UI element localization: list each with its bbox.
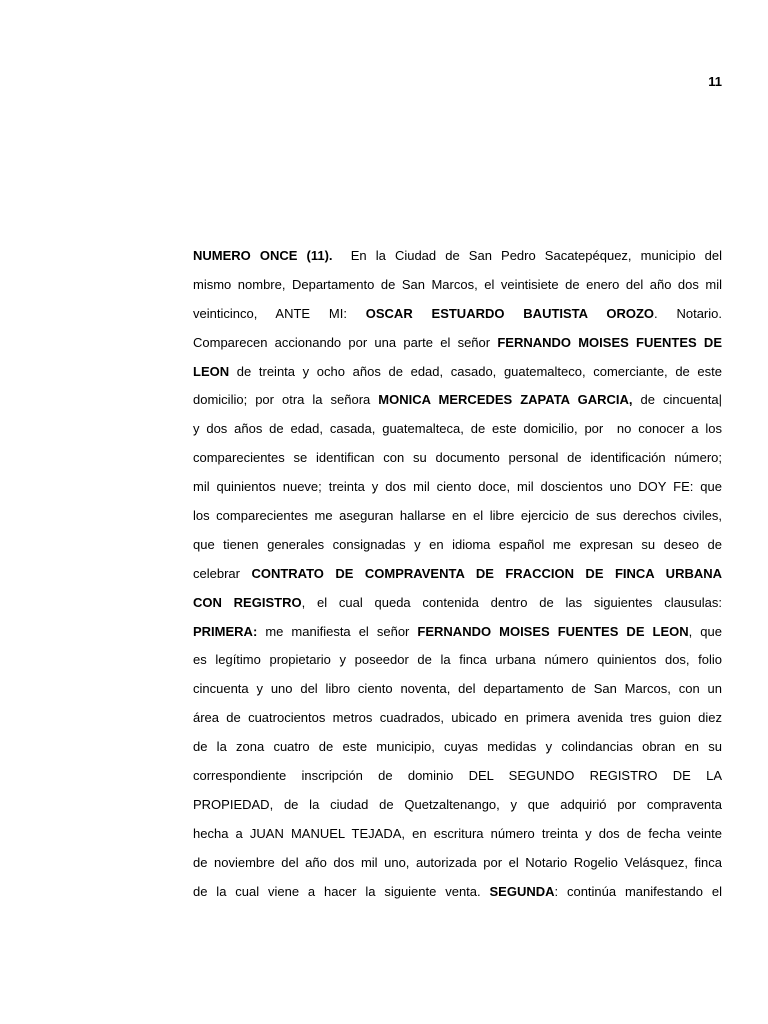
- deed-number-heading: NUMERO ONCE (11).: [193, 248, 333, 263]
- text-line: correspondiente inscripción de dominio DEL SEGUNDO REGISTRO DE LA: [193, 768, 722, 784]
- party-name: LEON: [193, 363, 230, 379]
- text-line: de noviembre del año dos mil uno, autorizada por el Notario Rogelio Velásquez, finca: [193, 854, 722, 870]
- text-line: domicilio; por otra la señora MONICA MERCEDES ZAPATA GARCIA, de cincuenta|: [193, 392, 722, 408]
- text-line: de la cual viene a hacer la siguiente venta. SEGUNDA: continúa manifestando el: [193, 883, 722, 899]
- text-line: Comparecen accionando por una parte el señor FERNANDO MOISES FUENTES DE: [193, 334, 722, 350]
- text-line: PRIMERA: me manifiesta el señor FERNANDO MOISES FUENTES DE LEON, que: [193, 623, 722, 639]
- text-line: los comparecientes me aseguran hallarse en el libre ejercicio de sus derechos civiles,: [193, 508, 722, 524]
- deed-text: [193, 242, 722, 906]
- text-line: de la zona cuatro de este municipio, cuyas medidas y colindancias obran en su: [193, 739, 722, 755]
- contract-title: CON REGISTRO: [193, 594, 302, 610]
- party-name: MONICA MERCEDES ZAPATA GARCIA,: [378, 392, 633, 408]
- text-line: comparecientes se identifican con su documento personal de identificación número;: [193, 450, 722, 466]
- clause-heading: SEGUNDA: [489, 883, 555, 899]
- text-line: celebrar CONTRATO DE COMPRAVENTA DE FRACCION DE FINCA URBANA: [193, 565, 723, 581]
- text-line: cincuenta y uno del libro ciento noventa, del departamento de San Marcos, con un: [193, 681, 722, 697]
- text-line: hecha a JUAN MANUEL TEJADA, en escritura número treinta y dos de fecha veinte: [193, 825, 722, 841]
- text-line: que tienen generales consignadas y en idioma español me expresan su deseo de: [193, 536, 722, 552]
- text-line: área de cuatrocientos metros cuadrados, ubicado en primera avenida tres guion diez: [193, 710, 722, 726]
- text-line: es legítimo propietario y poseedor de la finca urbana número quinientos dos, folio: [193, 652, 722, 668]
- text-line: mil quinientos nueve; treinta y dos mil ciento doce, mil doscientos uno DOY FE: que: [193, 479, 722, 495]
- notary-name: OSCAR ESTUARDO BAUTISTA OROZO: [365, 305, 655, 321]
- text-line: LEON de treinta y ocho años de edad, casado, guatemalteco, comerciante, de este: [193, 363, 722, 379]
- text-line: y dos años de edad, casada, guatemalteca, de este domicilio, por no conocer a los: [193, 421, 722, 437]
- text-line: veinticinco, ANTE MI: OSCAR ESTUARDO BAUTISTA OROZO. Notario.: [193, 305, 722, 321]
- contract-title: CONTRATO DE COMPRAVENTA DE FRACCION DE FINCA URBANA: [251, 565, 723, 581]
- party-name: FERNANDO MOISES FUENTES DE: [497, 334, 722, 350]
- text-line: CON REGISTRO, el cual queda contenida dentro de las siguientes clausulas:: [193, 594, 722, 610]
- clause-heading: PRIMERA:: [193, 623, 258, 639]
- page-number: 11: [708, 74, 722, 89]
- party-name: FERNANDO MOISES FUENTES DE LEON: [417, 623, 689, 639]
- text-line: mismo nombre, Departamento de San Marcos, el veintisiete de enero del año dos mil: [193, 276, 722, 292]
- text-line: PROPIEDAD, de la ciudad de Quetzaltenango, y que adquirió por compraventa: [193, 796, 722, 812]
- text-line: NUMERO ONCE (11). En la Ciudad de San Pedro Sacatepéquez, municipio del: [193, 248, 722, 263]
